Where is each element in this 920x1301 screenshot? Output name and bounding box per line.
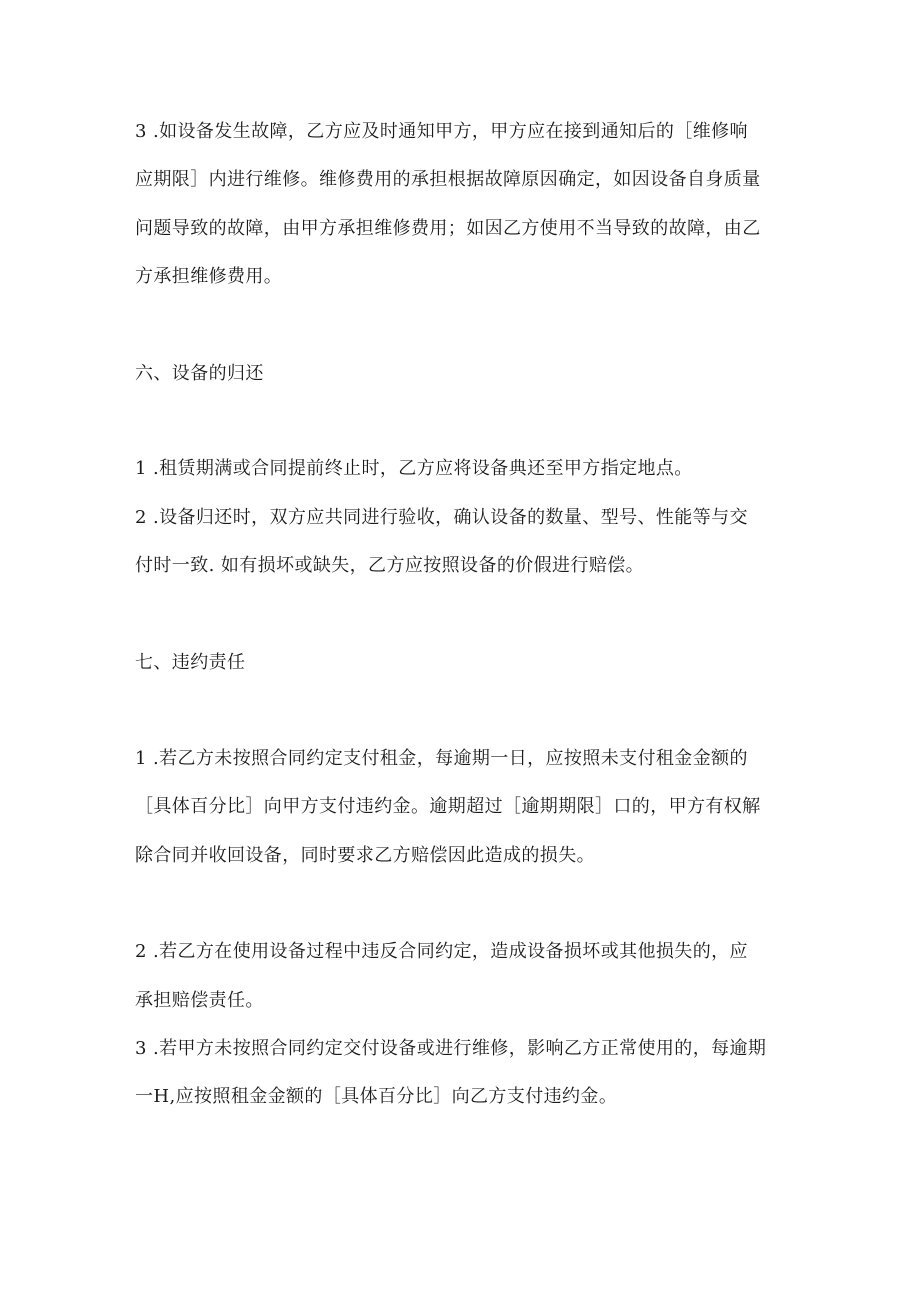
text-line: 1 .租赁期满或合同提前终止时，乙方应将设备典还至甲方指定地点。 (135, 458, 693, 479)
text-line: 2 .若乙方在使用设备过程中违反合同约定，造成设备损坏或其他损失的，应 (135, 941, 748, 962)
text-line: 除合同并收回设备，同时要求乙方赔偿因此造成的损失。 (135, 845, 595, 866)
section-heading-6: 六、设备的归还 (135, 363, 264, 384)
text-line: 2 .设备归还时，双方应共同进行验收，确认设备的数量、型号、性能等与交 (135, 507, 748, 528)
text-line: 一H,应按照租金金额的［具体百分比］向乙方支付违约金。 (135, 1086, 618, 1107)
text-line: 应期限］内进行维修。维修费用的承担根据故障原因确定，如因设备自身质量 (135, 169, 761, 190)
text-line: 1 .若乙方未按照合同约定支付租金，每逾期一日，应按照未支付租金金额的 (135, 748, 748, 769)
text-line: 3 .若甲方未按照合同约定交付设备或进行维修，影响乙方正常使用的，每逾期 (135, 1038, 767, 1059)
section-heading-7: 七、违约责任 (135, 652, 246, 673)
text-line: 3 .如设备发生故障，乙方应及时通知甲方，甲方应在接到通知后的［维修响 (135, 121, 748, 142)
text-line: 承担赔偿责任。 (135, 990, 264, 1011)
text-line: 方承担维修费用。 (135, 266, 283, 287)
text-line: 付时一致. 如有损坏或缺失，乙方应按照设备的价假进行赔偿。 (135, 555, 645, 576)
text-line: 问题导致的故障，由甲方承担维修费用；如因乙方使用不当导致的故障，由乙 (135, 218, 761, 239)
text-line: ［具体百分比］向甲方支付违约金。逾期超过［逾期期限］口的，甲方有权解 (135, 796, 761, 817)
